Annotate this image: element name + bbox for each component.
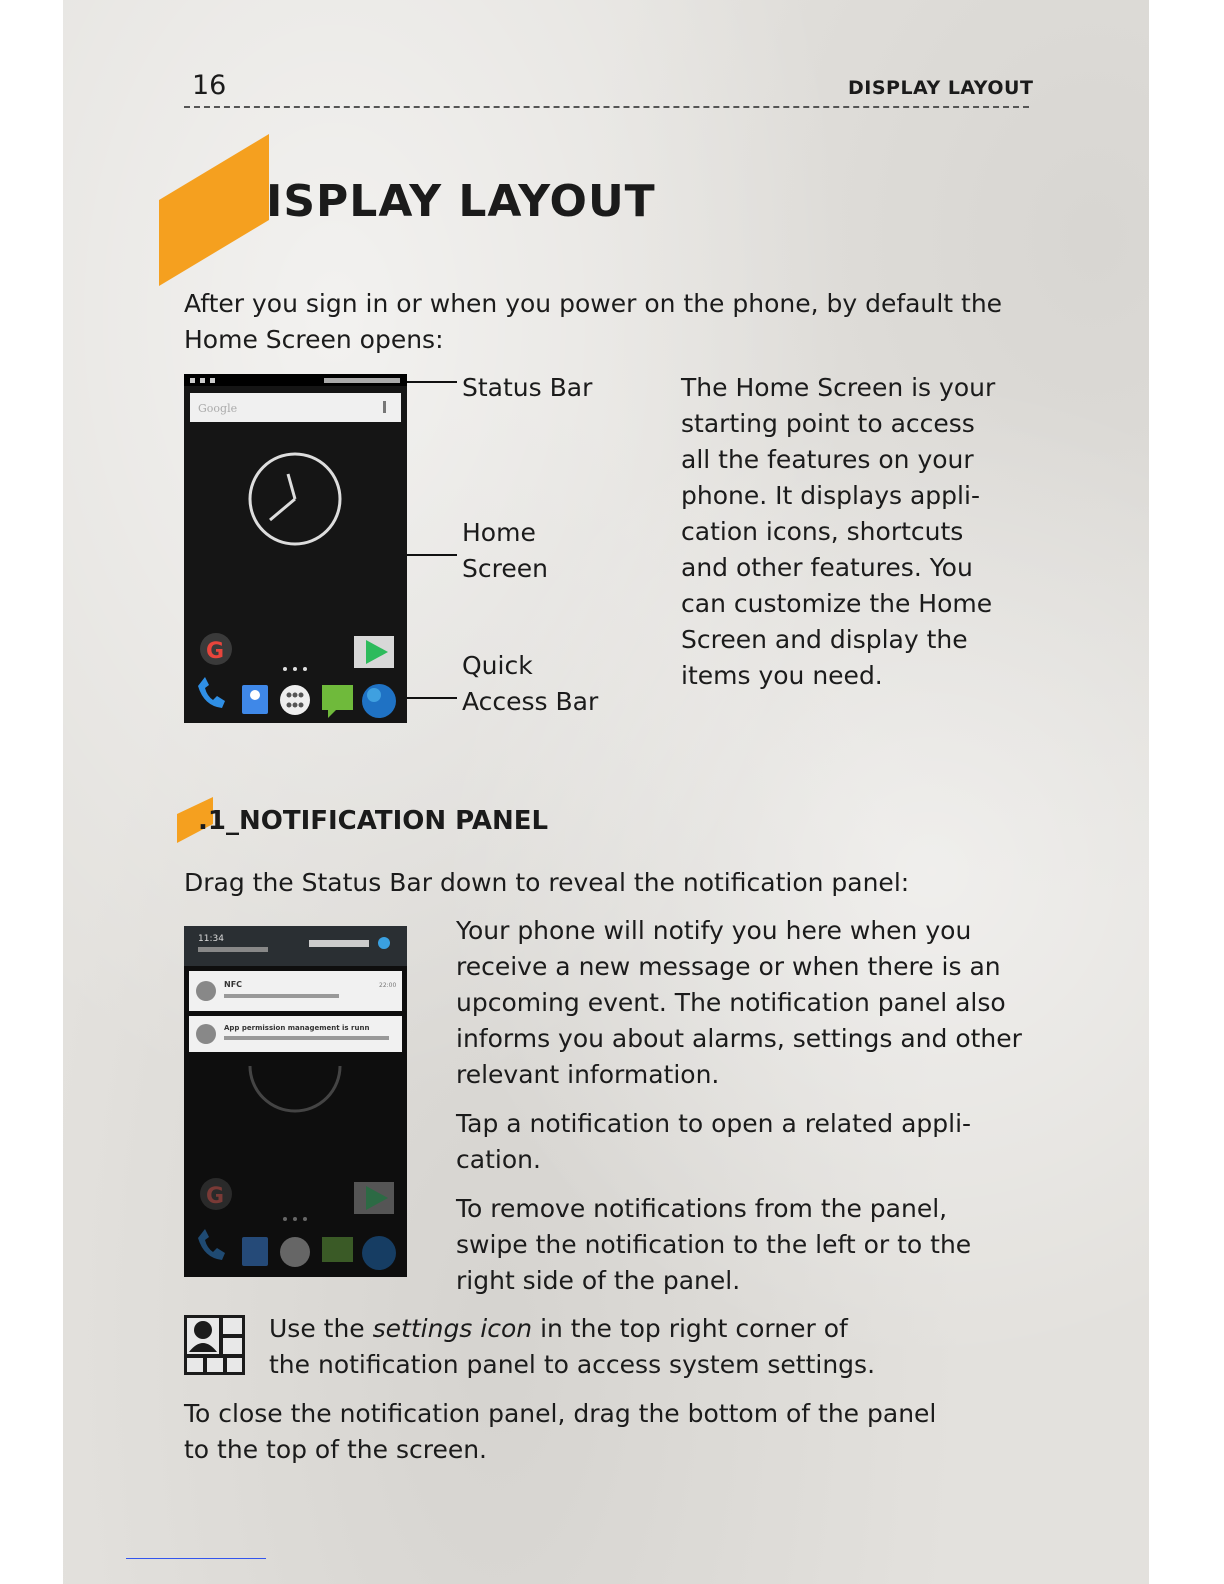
home-label-line1: Home bbox=[462, 518, 536, 547]
notification-2-title: App permission management is runn bbox=[224, 1024, 370, 1032]
header-divider bbox=[184, 106, 1029, 108]
notification-1-title: NFC bbox=[224, 980, 243, 989]
search-bar-text: Google bbox=[198, 402, 238, 415]
status-bar-leader bbox=[407, 381, 457, 383]
tap-paragraph: Tap a notification to open a related appli- cation. bbox=[456, 1109, 972, 1174]
quick-access-label-line1: Quick bbox=[462, 651, 533, 680]
settings-icon bbox=[184, 1315, 245, 1375]
drag-instruction: Drag the Status Bar down to reveal the notification panel: bbox=[184, 868, 910, 897]
panel-time: 11:34 bbox=[198, 934, 224, 944]
notification-1-time: 22:00 bbox=[379, 982, 397, 989]
remove-paragraph: To remove notifications from the panel, swipe the notification to the left or to the right side of the panel. bbox=[456, 1194, 972, 1295]
running-header: DISPLAY LAYOUT bbox=[848, 77, 1034, 99]
svg-text:G: G bbox=[206, 1184, 225, 1209]
home-description: The Home Screen is your starting point to access all the features on your phone. It displays appli- cation icons, shortcuts and other features. You can customize the Home Screen and display the items you need. bbox=[681, 373, 996, 690]
home-screen-leader bbox=[407, 554, 457, 556]
chapter-title: ISPLAY LAYOUT bbox=[266, 176, 656, 227]
settings-note: Use the settings icon in the top right corner of the notification panel to access system settings. bbox=[269, 1314, 876, 1379]
home-label-line2: Screen bbox=[462, 554, 548, 583]
home-screen-image bbox=[184, 374, 407, 723]
status-bar-label: Status Bar bbox=[462, 373, 593, 402]
close-paragraph: To close the notification panel, drag the bottom of the panel to the top of the screen. bbox=[184, 1399, 937, 1464]
quick-access-label-line2: Access Bar bbox=[462, 687, 599, 716]
notification-panel-image bbox=[184, 926, 407, 1277]
quick-access-leader bbox=[407, 697, 457, 699]
chapter-accent-shape bbox=[158, 132, 270, 288]
svg-text:G: G bbox=[206, 639, 225, 664]
subsection-title: .1_NOTIFICATION PANEL bbox=[198, 806, 549, 836]
notify-paragraph: Your phone will notify you here when you receive a new message or when there is an upcoming event. The notification panel also informs you about alarms, settings and other relevant information. bbox=[456, 916, 1022, 1089]
footer-link-underline bbox=[126, 1558, 266, 1559]
page-number: 16 bbox=[192, 70, 227, 101]
intro-text: After you sign in or when you power on the phone, by default the Home Screen opens: bbox=[184, 289, 1003, 354]
